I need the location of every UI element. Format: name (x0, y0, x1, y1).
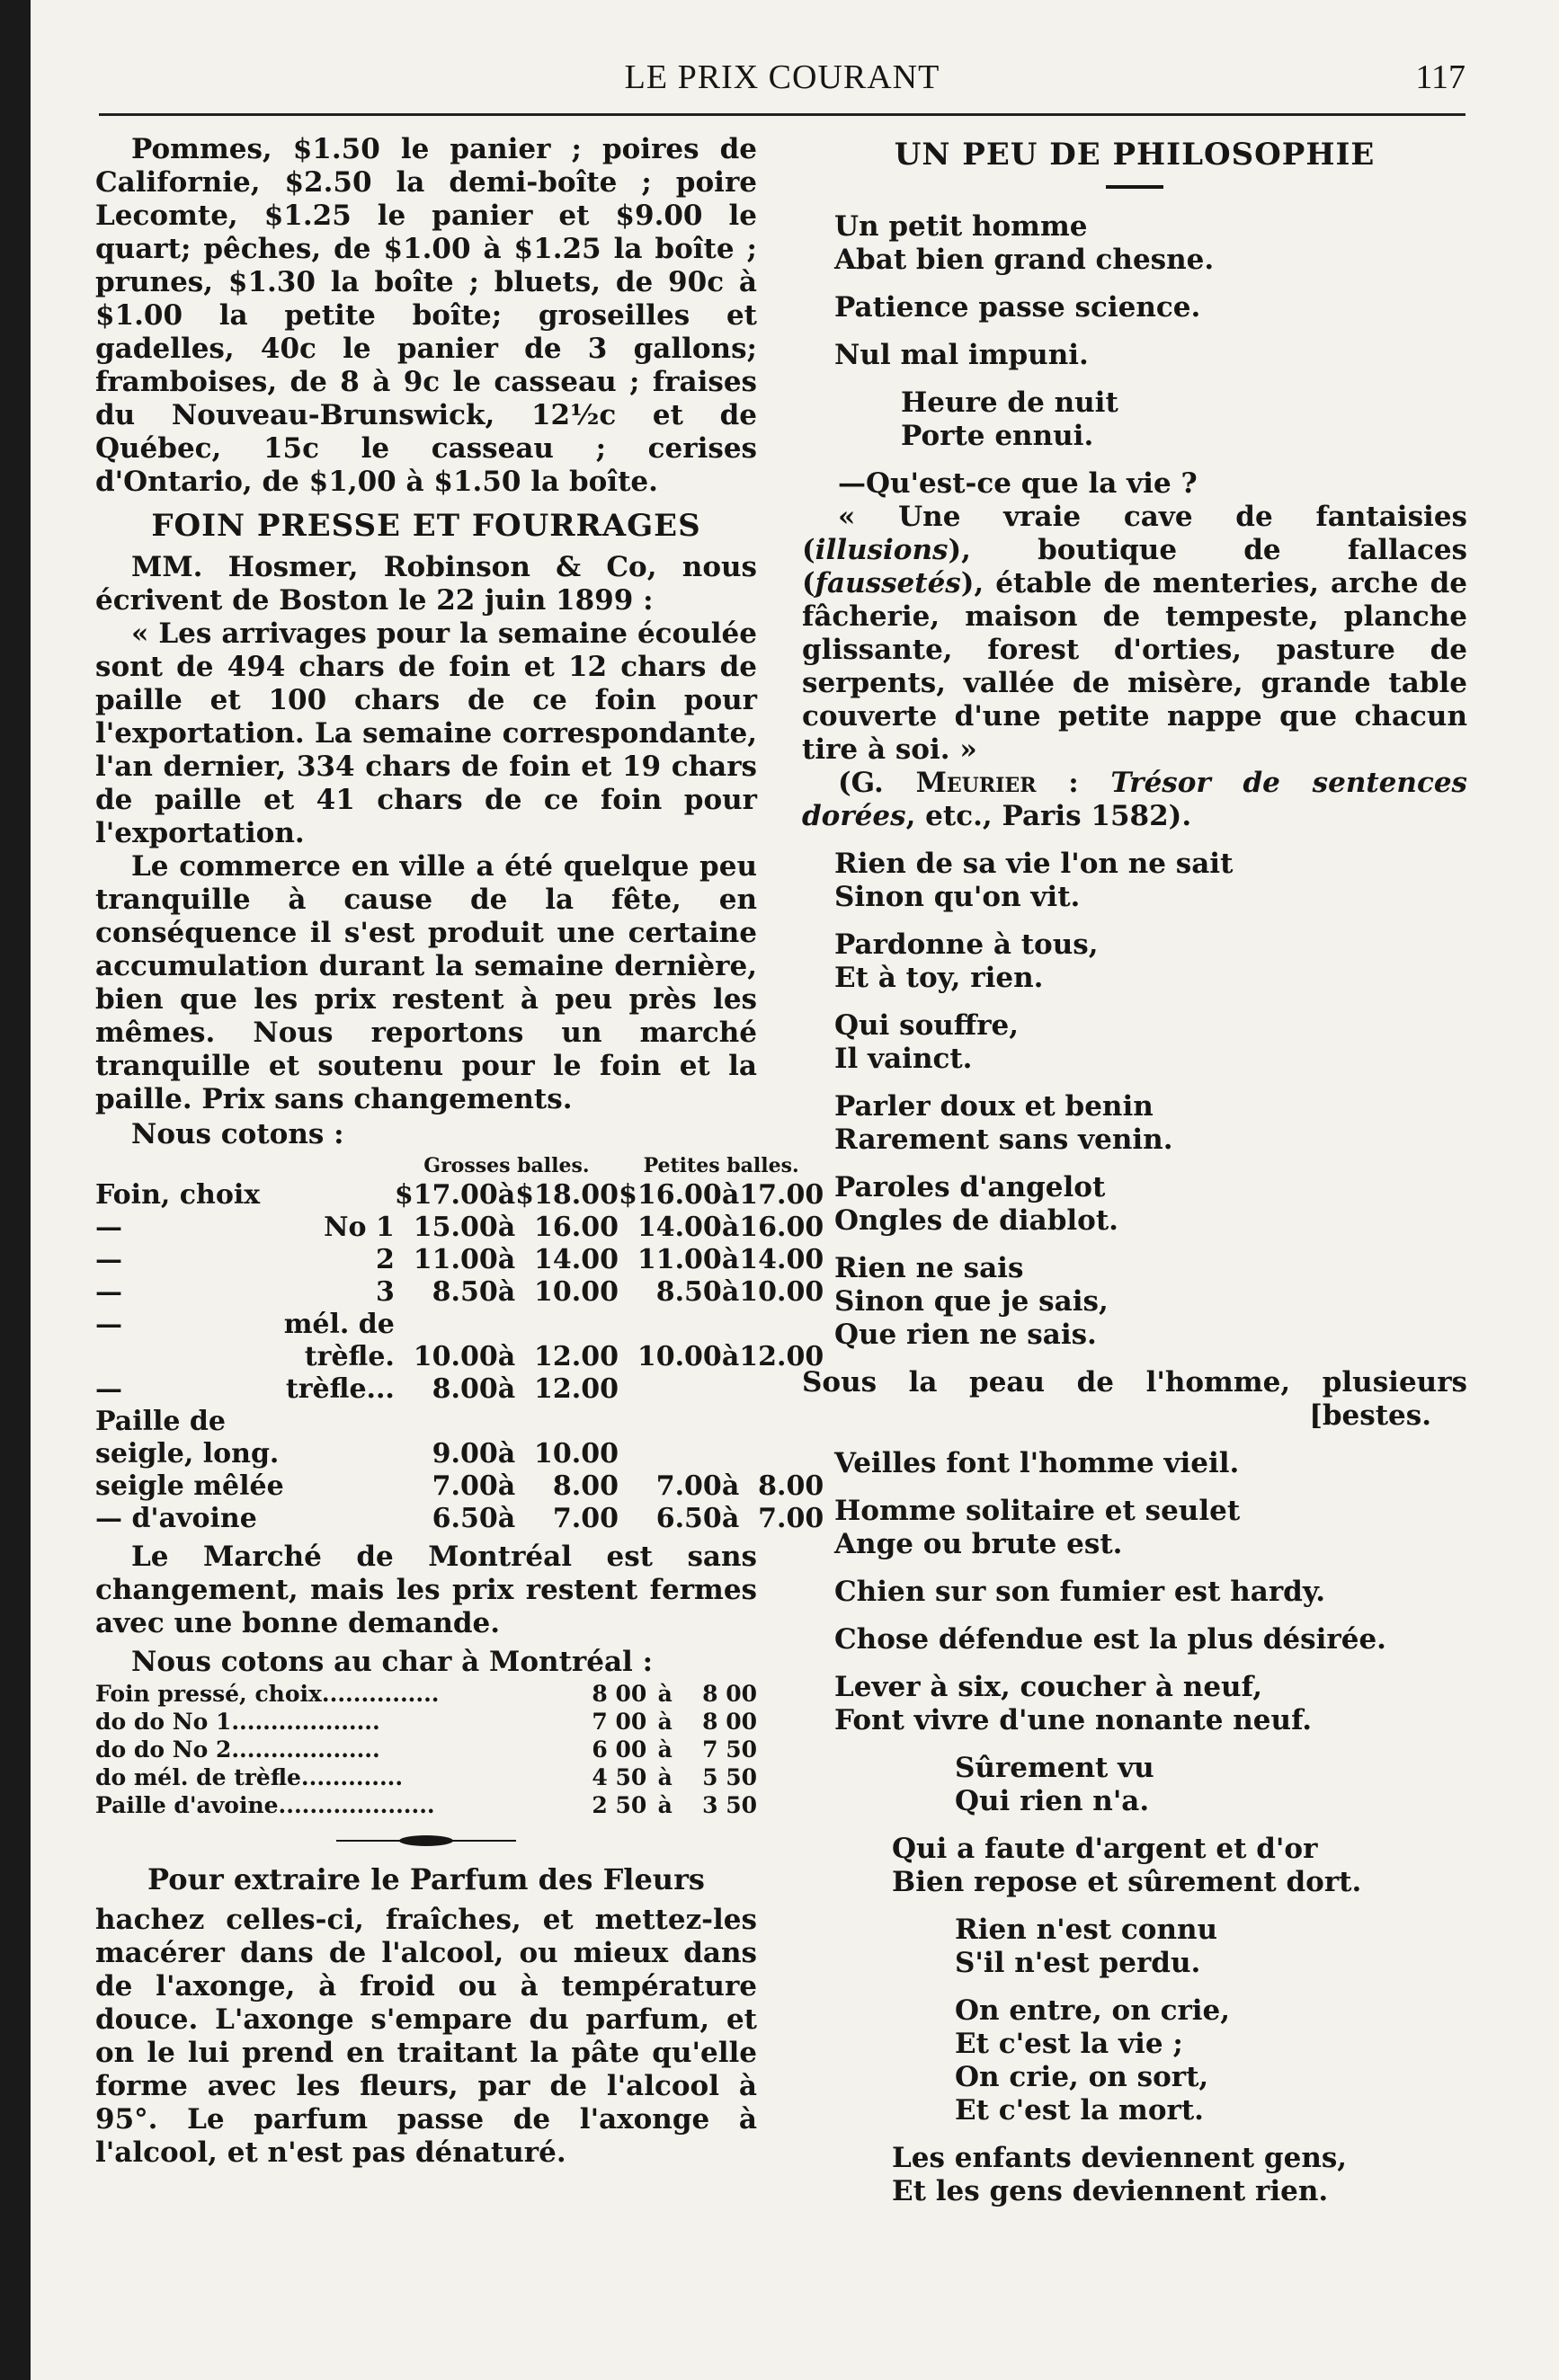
proverb-line: Et c'est la mort. (955, 2094, 1204, 2127)
small-low: 10.00 (637, 1341, 722, 1372)
proverb-on-entre (802, 1994, 1467, 2127)
perfume-heading: Pour extraire le Parfum des Fleurs (147, 1862, 705, 1896)
small-high: 12.00 (739, 1341, 824, 1372)
a-sep (498, 1406, 515, 1438)
proverb-line: Chose défendue est la plus désirée. (834, 1623, 1386, 1656)
proverb-line: Qui rien n'a. (955, 1785, 1150, 1817)
big-low: 15.00 (413, 1212, 498, 1243)
citation-post: , etc., Paris 1582). (905, 800, 1192, 832)
proverb-line: Qui souffre, (834, 1009, 1020, 1042)
a-sep: à (497, 1470, 516, 1502)
row-sublabel: trèfle... (285, 1373, 395, 1405)
proverb-line: Paroles d'angelot (834, 1171, 1106, 1203)
row-sublabel (284, 1406, 395, 1438)
mtl-item: do do No 1................... (95, 1709, 380, 1735)
big-low: $17.00 (394, 1179, 498, 1211)
proverb-line: Parler doux et benin (834, 1090, 1154, 1123)
table-row (95, 1406, 824, 1438)
proverb-chose-defendue (802, 1623, 1467, 1656)
proverb-line: Rarement sans venin. (834, 1123, 1173, 1156)
row-sublabel (284, 1503, 395, 1535)
proverb-line: Sûrement vu (955, 1752, 1154, 1784)
proverb-line: Nul mal impuni. (834, 339, 1089, 371)
a-sep (498, 1309, 515, 1341)
mtl-low: 7 00 (592, 1709, 647, 1735)
a-sep: à (721, 1470, 740, 1502)
proverb-line: Et les gens deviennent rien. (892, 2175, 1329, 2207)
big-low: 10.00 (413, 1341, 498, 1372)
proverb-line: Veilles font l'homme vieil. (834, 1447, 1240, 1479)
proverb-qui-souffre (802, 1009, 1467, 1076)
mtl-low: 8 00 (592, 1681, 647, 1707)
col-grosses-balles: Grosses balles. (423, 1154, 590, 1177)
table-row (95, 1212, 824, 1244)
small-low: 14.00 (637, 1212, 722, 1243)
vie-text-2: ), boutique de fallaces ( (802, 534, 1467, 599)
table-row (95, 1309, 824, 1341)
a-sep: à (721, 1341, 740, 1372)
proverb-line: Homme solitaire et seulet (834, 1495, 1241, 1527)
a-sep: à (721, 1244, 740, 1275)
a-sep: à (497, 1503, 516, 1534)
big-low: 9.00 (432, 1438, 498, 1470)
montreal-label: Nous cotons au char à Montréal : (131, 1646, 654, 1678)
a-sep: à (721, 1179, 740, 1211)
small-low (619, 1406, 722, 1438)
big-high (515, 1406, 619, 1438)
proverb-lever-a-six (802, 1671, 1467, 1737)
proverb-line: On crie, on sort, (955, 2061, 1209, 2093)
right-column (802, 133, 1467, 2223)
a-sep: à (497, 1438, 516, 1470)
proverb-line: Porte ennui. (901, 420, 1094, 452)
a-sep: à (657, 1736, 673, 1763)
row-label: seigle, long. (95, 1438, 280, 1470)
small-low: 7.00 (655, 1470, 722, 1502)
proverb-parler-doux (802, 1090, 1467, 1157)
proverb-petit-homme (802, 210, 1467, 277)
proverb-line: Et à toy, rien. (834, 962, 1044, 994)
proverb-patience (802, 291, 1467, 324)
row-sublabel: mél. de (283, 1309, 395, 1340)
proverb-line: Bien repose et sûrement dort. (892, 1866, 1362, 1898)
proverb-line: Rien n'est connu (955, 1914, 1218, 1946)
nous-cotons-label: Nous cotons : (131, 1118, 344, 1150)
mtl-item: do mél. de trèfle............. (95, 1764, 404, 1790)
row-label: Foin, choix (95, 1179, 261, 1211)
big-high: 12.00 (534, 1373, 619, 1405)
table-row (95, 1244, 824, 1276)
row-label: — d'avoine (95, 1503, 257, 1534)
big-high: 16.00 (534, 1212, 619, 1243)
big-low (395, 1406, 498, 1438)
table-row (95, 1276, 824, 1309)
a-sep (722, 1309, 739, 1341)
proverb-faute-d-argent (802, 1833, 1467, 1899)
small-high: 17.00 (739, 1179, 824, 1211)
table-row (95, 1503, 824, 1535)
vie-text-1: « Une vraie cave de fantaisies ( (802, 501, 1467, 566)
big-high: $18.00 (515, 1179, 619, 1211)
proverb-line: [bestes. (1309, 1399, 1431, 1432)
a-sep: à (721, 1212, 740, 1243)
proverb-veilles (802, 1447, 1467, 1480)
mtl-high: 8 00 (702, 1709, 757, 1735)
proverb-line: Il vainct. (834, 1043, 973, 1075)
row-sublabel (284, 1179, 395, 1212)
mtl-low: 4 50 (592, 1764, 647, 1790)
small-low: $16.00 (618, 1179, 722, 1211)
proverb-line: Rien ne sais (834, 1252, 1024, 1284)
a-sep: à (657, 1764, 673, 1790)
proverb-line: Pardonne à tous, (834, 928, 1099, 961)
proverb-line: Un petit homme (834, 210, 1088, 243)
table-row (95, 1791, 757, 1819)
table-row (95, 1736, 757, 1763)
a-sep: à (497, 1373, 516, 1405)
montreal-price-table (95, 1680, 757, 1819)
proverb-line: Qui a faute d'argent et d'or (892, 1833, 1318, 1865)
proverb-line: Abat bien grand chesne. (834, 244, 1215, 276)
proverb-line: Et c'est la vie ; (955, 2028, 1183, 2060)
a-sep: à (657, 1792, 673, 1818)
table-row (95, 1680, 757, 1708)
heading-dash (1106, 185, 1163, 189)
mtl-low: 2 50 (592, 1792, 647, 1818)
proverb-line: Font vivre d'une nonante neuf. (834, 1704, 1313, 1736)
a-sep (722, 1406, 739, 1438)
small-low: 6.50 (655, 1503, 722, 1534)
row-sublabel: 2 (376, 1244, 395, 1275)
vie-text-3: ), étable de menteries, arche de fâcherie, maison de tempeste, planche glissante, forest d'orties, pasture de serpents, vallée de misère, grande table couverte d'une petite nappe que chacun tire à soi. » (802, 567, 1467, 766)
proverb-line: On entre, on crie, (955, 1994, 1231, 2027)
row-label (95, 1341, 284, 1373)
big-high: 12.00 (534, 1341, 619, 1372)
big-low: 6.50 (432, 1503, 498, 1534)
proverb-line: Patience passe science. (834, 291, 1201, 324)
mtl-high: 5 50 (702, 1764, 757, 1790)
citation (802, 767, 1467, 833)
a-sep: à (497, 1212, 516, 1243)
row-sublabel (284, 1438, 395, 1470)
row-label: — (95, 1276, 122, 1308)
small-low (619, 1309, 722, 1341)
a-sep: à (721, 1503, 740, 1534)
proverb-rien-n-est-connu (802, 1914, 1467, 1980)
proverb-line: Ongles de diablot. (834, 1204, 1118, 1237)
big-low (395, 1309, 498, 1341)
proverb-line: Les enfants deviennent gens, (892, 2142, 1348, 2174)
small-high: 10.00 (739, 1276, 824, 1308)
table-row (95, 1373, 824, 1406)
small-low (619, 1438, 722, 1470)
row-label: — (95, 1309, 122, 1340)
binding-gutter (0, 0, 31, 2380)
philosophy-heading: UN PEU DE PHILOSOPHIE (894, 137, 1376, 173)
table-row (95, 1470, 824, 1503)
big-high: 8.00 (552, 1470, 619, 1502)
big-high (515, 1309, 619, 1341)
proverb-homme-solitaire (802, 1495, 1467, 1561)
proverb-heure-de-nuit (802, 386, 1467, 453)
vie-question: —Qu'est-ce que la vie ? (838, 467, 1198, 500)
row-sublabel: No 1 (324, 1212, 395, 1243)
proverb-line: Chien sur son fumier est hardy. (834, 1576, 1326, 1608)
proverb-line: Sinon qu'on vit. (834, 881, 1081, 913)
big-low: 8.50 (432, 1276, 498, 1308)
proverb-line: Sous la peau de l'homme, plusieurs (802, 1366, 1467, 1399)
row-label: — (95, 1244, 122, 1275)
mtl-high: 7 50 (702, 1736, 757, 1763)
big-high: 7.00 (552, 1503, 619, 1534)
big-low: 11.00 (413, 1244, 498, 1275)
page-header (99, 52, 1465, 106)
ornament-divider-icon (336, 1832, 516, 1850)
table-row (95, 1708, 757, 1736)
mtl-item: Foin pressé, choix............... (95, 1681, 440, 1707)
row-sublabel: 3 (376, 1276, 395, 1308)
a-sep: à (657, 1709, 673, 1735)
row-sublabel (284, 1470, 395, 1503)
left-column (95, 133, 824, 2170)
a-sep (722, 1373, 739, 1406)
mtl-item: Paille d'avoine.................... (95, 1792, 435, 1818)
a-sep (722, 1438, 739, 1470)
big-low: 7.00 (432, 1470, 498, 1502)
proverb-paroles (802, 1171, 1467, 1238)
table-row (95, 1438, 824, 1470)
proverb-line: S'il n'est perdu. (955, 1947, 1201, 1979)
big-low: 8.00 (432, 1373, 498, 1405)
citation-work: Trésor de sentences dorées (802, 767, 1467, 832)
big-high: 10.00 (534, 1276, 619, 1308)
mtl-high: 8 00 (702, 1681, 757, 1707)
montreal-note: Le Marché de Montréal est sans changement, mais les prix restent fermes avec une bonne demande. (95, 1541, 757, 1639)
hay-price-table (95, 1152, 824, 1535)
proverb-line: Heure de nuit (901, 386, 1118, 419)
proverb-pardonne (802, 928, 1467, 995)
proverb-chien (802, 1576, 1467, 1609)
a-sep: à (497, 1276, 516, 1308)
a-sep: à (657, 1681, 673, 1707)
proverb-line: Ange ou brute est. (834, 1528, 1123, 1560)
big-high: 10.00 (534, 1438, 619, 1470)
row-label: seigle mêlée (95, 1470, 284, 1502)
page-number: 117 (1415, 58, 1465, 96)
hay-intro: MM. Hosmer, Robinson & Co, nous écrivent de Boston le 22 juin 1899 : (95, 551, 757, 617)
vie-italic-2: faussetés (815, 567, 961, 599)
a-sep: à (497, 1244, 516, 1275)
table-row (95, 1179, 824, 1212)
row-label: — (95, 1212, 122, 1243)
a-sep: à (721, 1276, 740, 1308)
proverb-surement-vu (802, 1752, 1467, 1818)
vie-italic-1: illusions (815, 534, 949, 566)
citation-author: Meurier (915, 767, 1037, 799)
vie-answer (802, 501, 1467, 767)
mtl-low: 6 00 (592, 1736, 647, 1763)
citation-sep: : (1036, 767, 1111, 799)
row-sublabel: trèfle. (304, 1341, 395, 1372)
header-rule (99, 113, 1465, 116)
proverb-line: Sinon que je sais, (834, 1285, 1109, 1318)
col-petites-balles: Petites balles. (643, 1154, 799, 1177)
row-label: — (95, 1373, 122, 1405)
table-row (95, 1763, 757, 1791)
proverb-line: Que rien ne sais. (834, 1319, 1097, 1351)
small-high: 14.00 (739, 1244, 824, 1275)
small-high: 7.00 (758, 1503, 824, 1534)
proverb-enfants (802, 2142, 1467, 2208)
small-low (619, 1373, 722, 1406)
small-low: 11.00 (637, 1244, 722, 1275)
a-sep: à (497, 1179, 516, 1211)
small-low: 8.50 (655, 1276, 722, 1308)
hay-commerce: Le commerce en ville a été quelque peu tranquille à cause de la fête, en conséquence il s'est produit une certaine accumulation durant la semaine dernière, bien que les prix restent à peu près les mêmes. Nous reportons un marché tranquille et soutenu pour le foin et la paille. Prix sans changements. (95, 850, 757, 1115)
mtl-item: do do No 2................... (95, 1736, 380, 1763)
fruit-prices-paragraph: Pommes, $1.50 le panier ; poires de Californie, $2.50 la demi-boîte ; poire Lecomte, $1.25 le panier et $9.00 le quart; pêches, de $1.00 à $1.25 la boîte ; prunes, $1.30 la boîte ; bluets, de 90c à $1.00 la petite boîte; groseilles et gadelles, 40c le panier de 3 gallons; framboises, de 8 à 9c le casseau ; fraises du Nouveau-Brunswick, 12½c et de Québec, 15c le casseau ; cerises d'Ontario, de $1,00 à $1.50 la boîte. (95, 133, 757, 498)
proverb-rien-de-sa-vie (802, 848, 1467, 914)
proverb-rien-ne-sais (802, 1252, 1467, 1352)
a-sep: à (497, 1341, 516, 1372)
proverb-line: Lever à six, coucher à neuf, (834, 1671, 1263, 1703)
hay-table-header (95, 1152, 824, 1179)
small-high: 8.00 (758, 1470, 824, 1502)
perfume-text: hachez celles-ci, fraîches, et mettez-les macérer dans de l'alcool, ou mieux dans de l'axonge, à froid ou à température douce. L'axonge s'empare du parfum, et on le lui prend en traitant la pâte qu'elle forme avec les fleurs, par de l'alcool à 95°. Le parfum passe de l'axonge à l'alcool, et n'est pas dénaturé. (95, 1904, 757, 2169)
big-high: 14.00 (534, 1244, 619, 1275)
running-title: LE PRIX COURANT (624, 58, 940, 96)
hay-heading: FOIN PRESSE ET FOURRAGES (151, 508, 701, 544)
row-label: Paille de (95, 1406, 226, 1437)
proverb-nul-mal (802, 339, 1467, 372)
proverb-sous-la-peau (802, 1366, 1467, 1433)
citation-pre: (G. (838, 767, 916, 799)
mtl-high: 3 50 (702, 1792, 757, 1818)
table-row (95, 1341, 824, 1373)
small-high: 16.00 (739, 1212, 824, 1243)
hay-quote: « Les arrivages pour la semaine écoulée sont de 494 chars de foin et 12 chars de paille et 100 chars de ce foin pour l'exportation. La semaine correspondante, l'an dernier, 334 chars de foin et 19 chars de paille et 41 chars de ce foin pour l'exportation. (95, 617, 757, 849)
proverb-line: Rien de sa vie l'on ne sait (834, 848, 1234, 880)
